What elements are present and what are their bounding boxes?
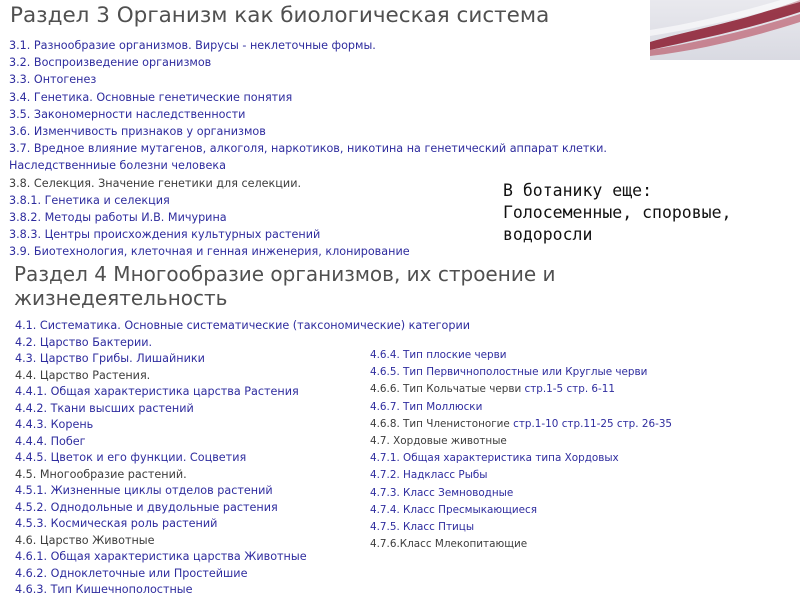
topic-text: 4.6.6. Тип Кольчатые черви — [370, 383, 522, 396]
topic-text: 4.6.8. Тип Членистоногие — [370, 417, 510, 430]
topic-link[interactable]: 3.7. Вредное влияние мутагенов, алкоголя, наркотиков, никотина на генетический аппарат клетки. Наследственниые болезни человека — [9, 142, 607, 173]
topic-link[interactable]: 3.9. Биотехнология, клеточная и генная инженерия, клонирование — [9, 245, 410, 259]
topic-link[interactable]: 3.2. Воспроизведение организмов — [9, 56, 212, 70]
topic-link[interactable]: 3.1. Разнообразие организмов. Вирусы - неклеточные формы. — [9, 39, 376, 52]
topic-link[interactable]: 4.7.4. Класс Пресмыкающиеся — [370, 503, 538, 516]
botany-note — [503, 180, 798, 246]
topic-link[interactable]: 3.8.1. Генетика и селекция — [9, 193, 170, 207]
topic-link[interactable]: 4.6.7. Тип Моллюски — [370, 400, 483, 413]
topic-link[interactable]: 4.7.3. Класс Земноводные — [370, 486, 514, 499]
topic-link[interactable]: 3.4. Генетика. Основные генетические понятия — [9, 90, 293, 104]
section-4-title: Раздел 4 Многообразие организмов, их строение и жизнедеятельность — [14, 262, 556, 310]
topic-heading-text: 4.6. Царство Животные — [15, 533, 155, 547]
topic-link[interactable]: 3.8.2. Методы работы И.В. Мичурина — [9, 211, 227, 225]
topic-heading-text: 3.8. Селекция. Значение генетики для селекции. — [9, 176, 302, 190]
page-link[interactable]: стр. 6-11 — [566, 383, 616, 396]
topic-heading-text: 4.5. Многообразие растений. — [15, 467, 187, 481]
topic-link[interactable]: 4.4.4. Побег — [15, 434, 86, 448]
note-line: Голосеменные, споровые, — [503, 203, 732, 222]
topic-link[interactable]: 4.5.3. Космическая роль растений — [15, 517, 218, 530]
decorative-corner-swoosh — [650, 0, 800, 60]
topic-link[interactable]: 4.6.1. Общая характеристика царства Животные — [15, 550, 307, 563]
page-link[interactable]: стр.1-5 — [524, 383, 564, 396]
topic-link[interactable]: 4.4.5. Цветок и его функции. Соцветия — [15, 451, 247, 464]
topic-heading-text: 4.4. Царство Растения. — [15, 368, 151, 382]
topic-link[interactable]: 3.5. Закономерности наследственности — [9, 107, 246, 121]
topic-link[interactable]: 4.6.2. Одноклеточные или Простейшие — [15, 566, 248, 580]
topic-link[interactable]: 3.6. Изменчивость признаков у организмов — [9, 125, 266, 139]
topic-link[interactable]: 4.7.1. Общая характеристика типа Хордовых — [370, 452, 619, 465]
note-line: В ботанику еще: — [503, 181, 653, 200]
section-4-topic-list-right — [370, 347, 672, 553]
topic-link[interactable]: 4.6.4. Тип плоские черви — [370, 349, 507, 361]
topic-heading-text: 4.7. Хордовые животные — [370, 435, 507, 448]
page-link[interactable]: стр.1-10 — [513, 417, 559, 430]
topic-link[interactable]: 4.2. Царство Бактерии. — [15, 335, 153, 349]
topic-link[interactable]: 3.8.3. Центры происхождения культурных растений — [9, 228, 321, 242]
topic-link[interactable]: 4.4.3. Корень — [15, 418, 94, 431]
topic-link[interactable]: 4.7.5. Класс Птицы — [370, 521, 475, 534]
topic-heading-text: 4.7.6.Класс Млекопитающие — [370, 538, 528, 551]
topic-link[interactable]: 4.5.1. Жизненные циклы отделов растений — [15, 484, 273, 497]
topic-row-468 — [370, 416, 672, 433]
page-link[interactable]: стр.11-25 — [561, 417, 614, 430]
topic-link[interactable]: 4.4.2. Ткани высших растений — [15, 401, 194, 415]
topic-link[interactable]: 4.4.1. Общая характеристика царства Растения — [15, 385, 299, 398]
topic-row-466 — [370, 381, 672, 398]
topic-link[interactable]: 4.1. Систематика. Основные систематические (таксономические) категории — [15, 319, 471, 332]
topic-link[interactable]: 3.3. Онтогенез — [9, 73, 97, 87]
topic-link[interactable]: 4.6.5. Тип Первичнополостные или Круглые черви — [370, 366, 648, 379]
topic-link[interactable]: 4.7.2. Надкласс Рыбы — [370, 469, 488, 482]
topic-link[interactable]: 4.6.3. Тип Кишечнополостные — [15, 583, 193, 596]
topic-link[interactable]: 4.5.2. Однодольные и двудольные растения — [15, 500, 278, 514]
note-line: водоросли — [503, 225, 593, 244]
topic-link[interactable]: 4.3. Царство Грибы. Лишайники — [15, 352, 205, 365]
page-link[interactable]: стр. 26-35 — [616, 417, 673, 430]
section-3-title: Раздел 3 Организм как биологическая система — [10, 3, 550, 28]
